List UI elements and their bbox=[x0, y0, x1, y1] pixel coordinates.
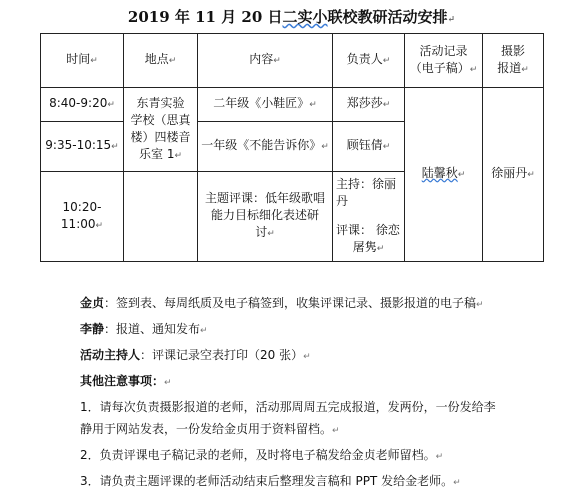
recorder-cell: 陆馨秋↵ bbox=[405, 88, 483, 262]
row3-person: 主持：徐丽丹 评课： 徐恋 屠隽↵ bbox=[333, 172, 405, 262]
table-header-row bbox=[41, 34, 544, 88]
note-li: 李静：报道、通知发布↵ bbox=[80, 322, 208, 336]
row1-content: 二年级《小鞋匠》↵ bbox=[198, 88, 333, 122]
row2-content: 一年级《不能告诉你》↵ bbox=[198, 122, 333, 172]
title-suffix: 联校教研活动安排 bbox=[327, 8, 448, 26]
row2-person: 顾钰倩↵ bbox=[333, 122, 405, 172]
note-item-1b: 静用于网站发表，一份发给金贞用于资料留档。↵ bbox=[80, 422, 340, 436]
note-other-title: 其他注意事项：↵ bbox=[80, 374, 172, 388]
note-item-3: 3．请负责主题评课的老师活动结束后整理发言稿和 PPT 发给金老师。↵ bbox=[80, 474, 461, 488]
document-title bbox=[0, 6, 583, 27]
title-date: 2019 年 11 月 20 日 bbox=[127, 8, 283, 26]
header-record: 活动记录 （电子稿）↵ bbox=[405, 34, 483, 88]
place-cell: 东青实验 学校（思真 楼）四楼音 乐室 1↵ bbox=[124, 88, 198, 172]
title-school: 二实小 bbox=[282, 8, 328, 26]
note-item-2: 2．负责评课电子稿记录的老师，及时将电子稿发给金贞老师留档。↵ bbox=[80, 448, 444, 462]
header-place: 地点↵ bbox=[124, 34, 198, 88]
header-time: 时间↵ bbox=[41, 34, 124, 88]
table-row bbox=[41, 88, 544, 122]
schedule-table bbox=[40, 33, 544, 262]
photographer-cell: 徐丽丹↵ bbox=[483, 88, 544, 262]
header-photo: 摄影 报道↵ bbox=[483, 34, 544, 88]
place-empty-cell bbox=[124, 172, 198, 262]
note-item-1a: 1．请每次负责摄影报道的老师，活动那周周五完成报道，发两份，一份发给李 bbox=[80, 400, 496, 414]
note-host: 活动主持人：评课记录空表打印（20 张）↵ bbox=[80, 348, 311, 362]
row1-person: 郑莎莎↵ bbox=[333, 88, 405, 122]
row1-time: 8:40-9:20↵ bbox=[41, 88, 124, 122]
paragraph-mark: ↵ bbox=[447, 15, 456, 25]
row2-time: 9:35-10:15↵ bbox=[41, 122, 124, 172]
row3-content: 主题评课：低年级歌唱 能力目标细化表述研 讨↵ bbox=[198, 172, 333, 262]
note-jin: 金贞：签到表、每周纸质及电子稿签到，收集评课记录、摄影报道的电子稿↵ bbox=[80, 296, 484, 310]
header-content: 内容↵ bbox=[198, 34, 333, 88]
header-person: 负责人↵ bbox=[333, 34, 405, 88]
row3-time: 10:20-11:00↵ bbox=[41, 172, 124, 262]
